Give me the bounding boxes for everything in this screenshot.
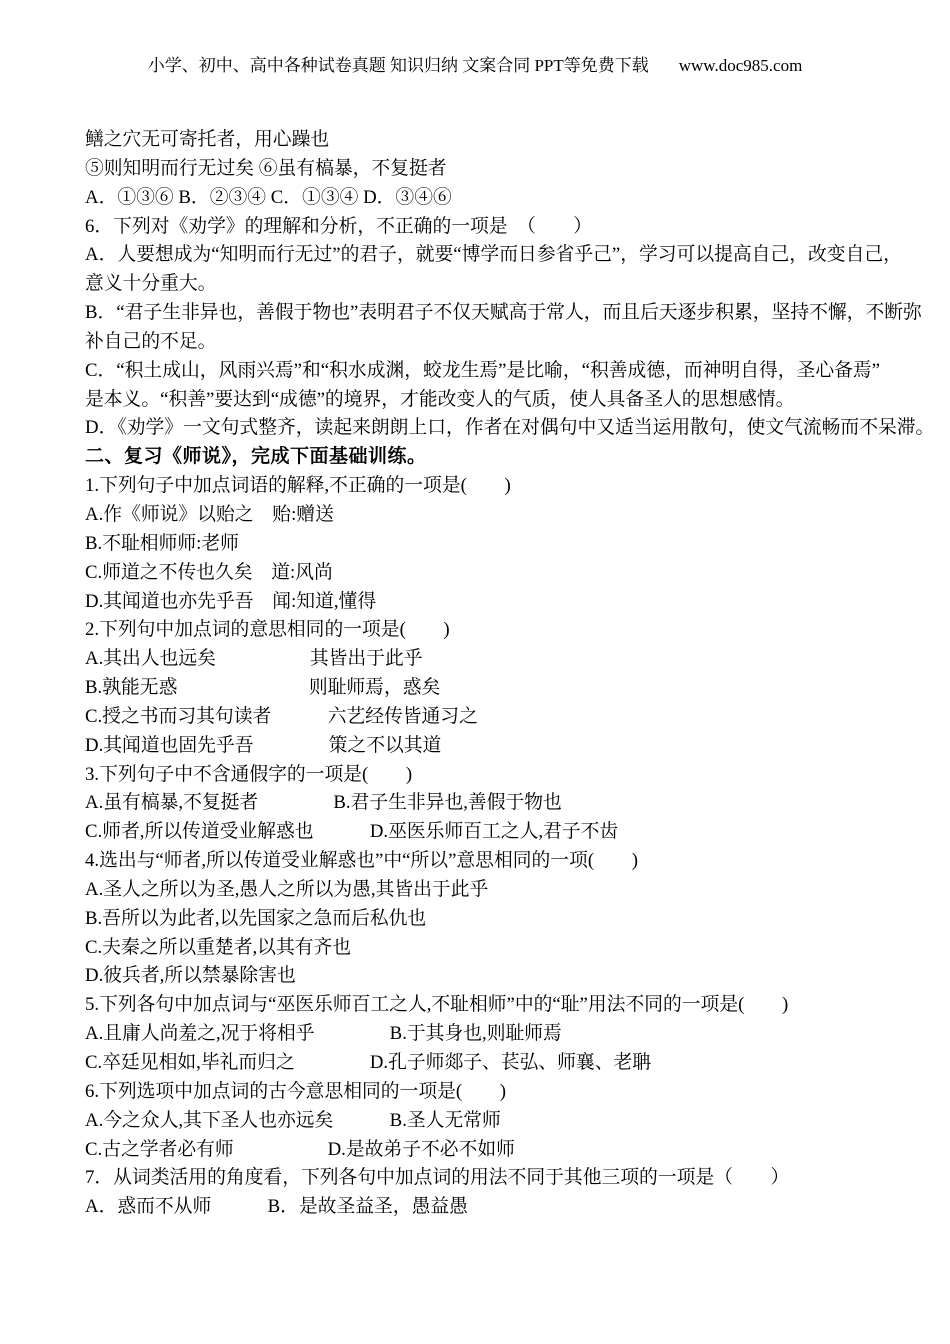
question-stem: 7．从词类活用的角度看，下列各句中加点词的用法不同于其他三项的一项是（ ）	[85, 1167, 790, 1189]
header-promo-text: 小学、初中、高中各种试卷真题 知识归纳 文案合同 PPT等免费下载	[147, 56, 649, 75]
question-stem: 2.下列句中加点词的意思相同的一项是( )	[85, 619, 450, 641]
option-ab-line: A.今之众人,其下圣人也亦远矣 B.圣人无常师	[85, 1109, 501, 1131]
document-body	[85, 126, 935, 1222]
question-stem: 5.下列各句中加点词与“巫医乐师百工之人,不耻相师”中的“耻”用法不同的一项是( )	[85, 994, 789, 1016]
option-ab-line: A.且庸人尚羞之,况于将相乎 B.于其身也,则耻师焉	[85, 1023, 562, 1045]
question-stem: 6.下列选项中加点词的古今意思相同的一项是( )	[85, 1080, 506, 1102]
option-ab-line: A.虽有槁暴,不复挺者 B.君子生非异也,善假于物也	[85, 792, 562, 814]
option-d-line: D.其闻道也固先乎吾 策之不以其道	[85, 734, 442, 756]
option-a-line: A．人要想成为“知明而行无过”的君子，就要“博学而日参省乎己”，学习可以提高自己，改变自己，	[85, 244, 902, 266]
question-stem: 1.下列句子中加点词语的解释,不正确的一项是( )	[85, 475, 511, 497]
option-c-continuation: 是本义。“积善”要达到“成德”的境界，才能改变人的气质，使人具备圣人的思想感情。	[85, 388, 795, 410]
text-line: ⑤则知明而行无过矣 ⑥虽有槁暴，不复挺者	[85, 157, 447, 179]
option-b-line: B．“君子生非异也，善假于物也”表明君子不仅天赋高于常人，而且后天逐步积累，坚持不懈，不断弥	[85, 302, 922, 324]
option-d-line: D.彼兵者,所以禁暴除害也	[85, 965, 296, 987]
option-c-line: C.夫秦之所以重楚者,以其有齐也	[85, 936, 352, 958]
site-url: www.doc985.com	[678, 56, 803, 75]
option-d-line: D.其闻道也亦先乎吾 闻:知道,懂得	[85, 590, 377, 612]
option-b-line: B.孰能无惑 则耻师焉，惑矣	[85, 677, 441, 699]
question-stem: 3.下列句子中不含通假字的一项是( )	[85, 763, 413, 785]
question-stem: 6．下列对《劝学》的理解和分析，不正确的一项是 （ ）	[85, 215, 593, 237]
question-stem: 4.选出与“师者,所以传道受业解惑也”中“所以”意思相同的一项( )	[85, 850, 638, 872]
option-a-line: A.作《师说》以贻之 贻:赠送	[85, 503, 334, 525]
section-heading: 二、复习《师说》，完成下面基础训练。	[85, 446, 427, 468]
option-b-line: B.吾所以为此者,以先国家之急而后私仇也	[85, 907, 427, 929]
text-line: 鳝之穴无可寄托者，用心躁也	[85, 129, 330, 150]
page-header	[0, 51, 950, 76]
option-d-line: D．《劝学》一文句式整齐，读起来朗朗上口，作者在对偶句中又适当运用散句，使文气流畅而不呆滞。	[85, 417, 935, 439]
answer-options-line: A．①③⑥ B．②③④ C．①③④ D．③④⑥	[85, 186, 452, 208]
option-c-line: C.师道之不传也久矣 道:风尚	[85, 561, 333, 583]
option-c-line: C.授之书而习其句读者 六艺经传皆通习之	[85, 705, 478, 727]
option-b-line: B.不耻相师师:老师	[85, 532, 239, 554]
option-cd-line: C.师者,所以传道受业解惑也 D.巫医乐师百工之人,君子不齿	[85, 821, 619, 843]
option-ab-line: A．惑而不从师 B．是故圣益圣，愚益愚	[85, 1196, 468, 1218]
option-a-continuation: 意义十分重大。	[85, 273, 217, 295]
option-b-continuation: 补自己的不足。	[85, 330, 217, 352]
option-a-line: A.其出人也远矣 其皆出于此乎	[85, 648, 423, 670]
option-cd-line: C.古之学者必有师 D.是故弟子不必不如师	[85, 1138, 515, 1160]
option-cd-line: C.卒廷见相如,毕礼而归之 D.孔子师郯子、苌弘、师襄、老聃	[85, 1052, 652, 1073]
option-a-line: A.圣人之所以为圣,愚人之所以为愚,其皆出于此乎	[85, 878, 489, 900]
option-c-line: C．“积土成山，风雨兴焉”和“积水成渊，蛟龙生焉”是比喻，“积善成德，而神明自得，圣心备焉”	[85, 359, 881, 381]
